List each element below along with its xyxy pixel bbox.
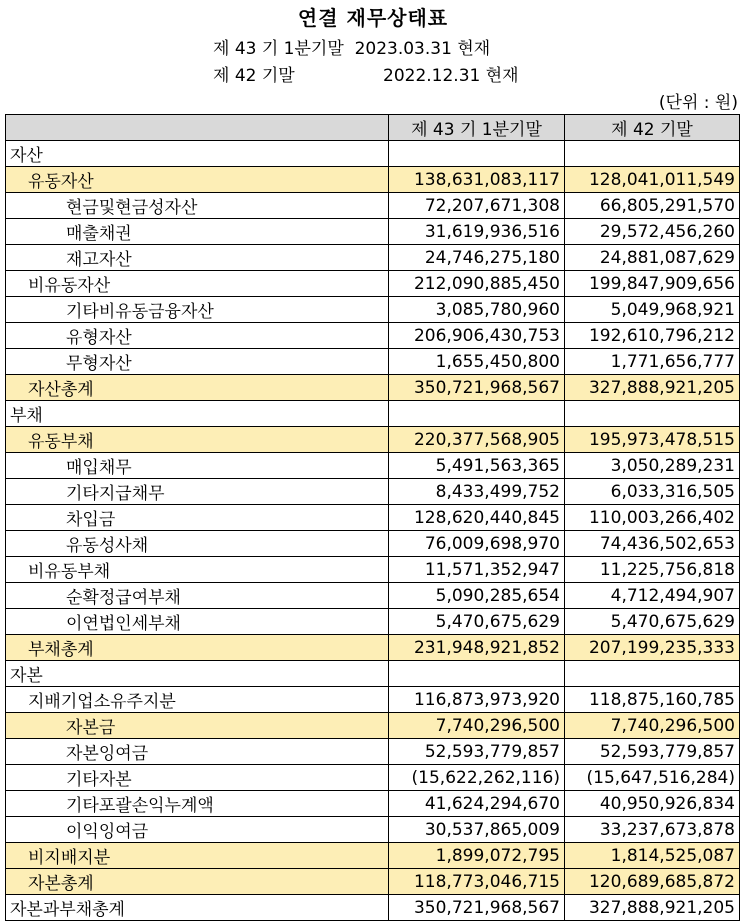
amount-prior-period: 110,003,266,402 [565, 505, 740, 531]
amount-current-period: 3,085,780,960 [389, 297, 565, 323]
account-name: 재고자산 [6, 245, 389, 271]
amount-prior-period: 1,814,525,087 [565, 843, 740, 869]
amount-prior-period: 5,470,675,629 [565, 609, 740, 635]
amount-current-period: 7,740,296,500 [389, 713, 565, 739]
account-name: 비유동자산 [6, 271, 389, 297]
amount-prior-period: 327,888,921,205 [565, 895, 740, 921]
account-name: 기타포괄손익누계액 [6, 791, 389, 817]
table-row [6, 583, 740, 609]
amount-prior-period: 1,771,656,777 [565, 349, 740, 375]
amount-prior-period: 40,950,926,834 [565, 791, 740, 817]
amount-current-period: 8,433,499,752 [389, 479, 565, 505]
table-row [6, 635, 740, 661]
amount-prior-period [565, 141, 740, 167]
amount-current-period: 350,721,968,567 [389, 895, 565, 921]
account-name: 현금및현금성자산 [6, 193, 389, 219]
amount-current-period: 5,090,285,654 [389, 583, 565, 609]
table-row [6, 167, 740, 193]
column-header-current-period: 제 43 기 1분기말 [389, 115, 565, 141]
account-name: 이익잉여금 [6, 817, 389, 843]
amount-prior-period: 128,041,011,549 [565, 167, 740, 193]
period-current: 제 43 기 1분기말 2023.03.31 현재 [213, 39, 491, 59]
account-name: 자본 [6, 661, 389, 687]
table-row [6, 739, 740, 765]
table-row [6, 219, 740, 245]
table-row [6, 713, 740, 739]
account-name: 비지배지분 [6, 843, 389, 869]
amount-current-period: 72,207,671,308 [389, 193, 565, 219]
amount-current-period: 118,773,046,715 [389, 869, 565, 895]
account-name: 부채 [6, 401, 389, 427]
period-prior-label: 제 42 기말 [213, 66, 295, 86]
account-name: 무형자산 [6, 349, 389, 375]
amount-prior-period: 66,805,291,570 [565, 193, 740, 219]
table-row [6, 531, 740, 557]
account-name: 기타비유동금융자산 [6, 297, 389, 323]
account-name: 자본금 [6, 713, 389, 739]
amount-prior-period: 199,847,909,656 [565, 271, 740, 297]
table-row [6, 141, 740, 167]
account-name: 지배기업소유주지분 [6, 687, 389, 713]
amount-prior-period: 29,572,456,260 [565, 219, 740, 245]
amount-current-period: 30,537,865,009 [389, 817, 565, 843]
amount-current-period: 212,090,885,450 [389, 271, 565, 297]
amount-current-period [389, 661, 565, 687]
table-row [6, 869, 740, 895]
amount-current-period: 1,655,450,800 [389, 349, 565, 375]
table-row [6, 427, 740, 453]
amount-prior-period: 192,610,796,212 [565, 323, 740, 349]
amount-prior-period: 74,436,502,653 [565, 531, 740, 557]
amount-current-period: (15,622,262,116) [389, 765, 565, 791]
account-name: 부채총계 [6, 635, 389, 661]
amount-current-period: 41,624,294,670 [389, 791, 565, 817]
amount-prior-period: 4,712,494,907 [565, 583, 740, 609]
balance-sheet-table [5, 114, 740, 921]
table-header-row [6, 115, 740, 141]
table-row [6, 895, 740, 921]
amount-current-period [389, 141, 565, 167]
amount-current-period: 5,470,675,629 [389, 609, 565, 635]
amount-prior-period: 195,973,478,515 [565, 427, 740, 453]
amount-prior-period: 120,689,685,872 [565, 869, 740, 895]
column-header-prior-period: 제 42 기말 [565, 115, 740, 141]
amount-prior-period: 24,881,087,629 [565, 245, 740, 271]
account-name: 자본잉여금 [6, 739, 389, 765]
amount-current-period: 52,593,779,857 [389, 739, 565, 765]
amount-current-period: 138,631,083,117 [389, 167, 565, 193]
account-name: 자산 [6, 141, 389, 167]
amount-prior-period: 33,237,673,878 [565, 817, 740, 843]
amount-current-period: 128,620,440,845 [389, 505, 565, 531]
table-row [6, 193, 740, 219]
table-row [6, 505, 740, 531]
amount-current-period [389, 401, 565, 427]
amount-prior-period: 6,033,316,505 [565, 479, 740, 505]
account-name: 기타자본 [6, 765, 389, 791]
amount-prior-period: 7,740,296,500 [565, 713, 740, 739]
amount-current-period: 11,571,352,947 [389, 557, 565, 583]
account-name: 유동성사채 [6, 531, 389, 557]
table-row [6, 557, 740, 583]
account-name: 유동부채 [6, 427, 389, 453]
table-row [6, 765, 740, 791]
table-row [6, 661, 740, 687]
unit-label: (단위 : 원) [658, 93, 738, 113]
amount-prior-period: (15,647,516,284) [565, 765, 740, 791]
account-name: 자본총계 [6, 869, 389, 895]
table-row [6, 297, 740, 323]
account-name: 매출채권 [6, 219, 389, 245]
amount-prior-period: 5,049,968,921 [565, 297, 740, 323]
amount-current-period: 206,906,430,753 [389, 323, 565, 349]
amount-prior-period: 118,875,160,785 [565, 687, 740, 713]
amount-prior-period: 207,199,235,333 [565, 635, 740, 661]
table-row [6, 245, 740, 271]
amount-prior-period [565, 661, 740, 687]
account-name: 유형자산 [6, 323, 389, 349]
account-name: 유동자산 [6, 167, 389, 193]
amount-current-period: 5,491,563,365 [389, 453, 565, 479]
table-row [6, 817, 740, 843]
amount-prior-period: 52,593,779,857 [565, 739, 740, 765]
account-name: 순확정급여부채 [6, 583, 389, 609]
account-name: 기타지급채무 [6, 479, 389, 505]
table-row [6, 609, 740, 635]
table-row [6, 479, 740, 505]
table-row [6, 271, 740, 297]
table-row [6, 349, 740, 375]
account-name: 매입채무 [6, 453, 389, 479]
statement-title: 연결 재무상태표 [297, 6, 449, 30]
account-name: 비유동부채 [6, 557, 389, 583]
amount-current-period: 220,377,568,905 [389, 427, 565, 453]
amount-current-period: 31,619,936,516 [389, 219, 565, 245]
table-row [6, 843, 740, 869]
amount-current-period: 231,948,921,852 [389, 635, 565, 661]
amount-prior-period: 327,888,921,205 [565, 375, 740, 401]
account-name: 자본과부채총계 [6, 895, 389, 921]
table-row [6, 687, 740, 713]
amount-prior-period: 3,050,289,231 [565, 453, 740, 479]
table-row [6, 375, 740, 401]
amount-current-period: 24,746,275,180 [389, 245, 565, 271]
amount-current-period: 116,873,973,920 [389, 687, 565, 713]
amount-current-period: 1,899,072,795 [389, 843, 565, 869]
account-name: 차입금 [6, 505, 389, 531]
amount-current-period: 350,721,968,567 [389, 375, 565, 401]
account-name: 자산총계 [6, 375, 389, 401]
table-row [6, 453, 740, 479]
amount-prior-period: 11,225,756,818 [565, 557, 740, 583]
column-header-account [6, 115, 389, 141]
account-name: 이연법인세부채 [6, 609, 389, 635]
amount-prior-period [565, 401, 740, 427]
amount-current-period: 76,009,698,970 [389, 531, 565, 557]
table-row [6, 323, 740, 349]
table-row [6, 791, 740, 817]
table-row [6, 401, 740, 427]
period-prior-date: 2022.12.31 현재 [383, 66, 519, 86]
